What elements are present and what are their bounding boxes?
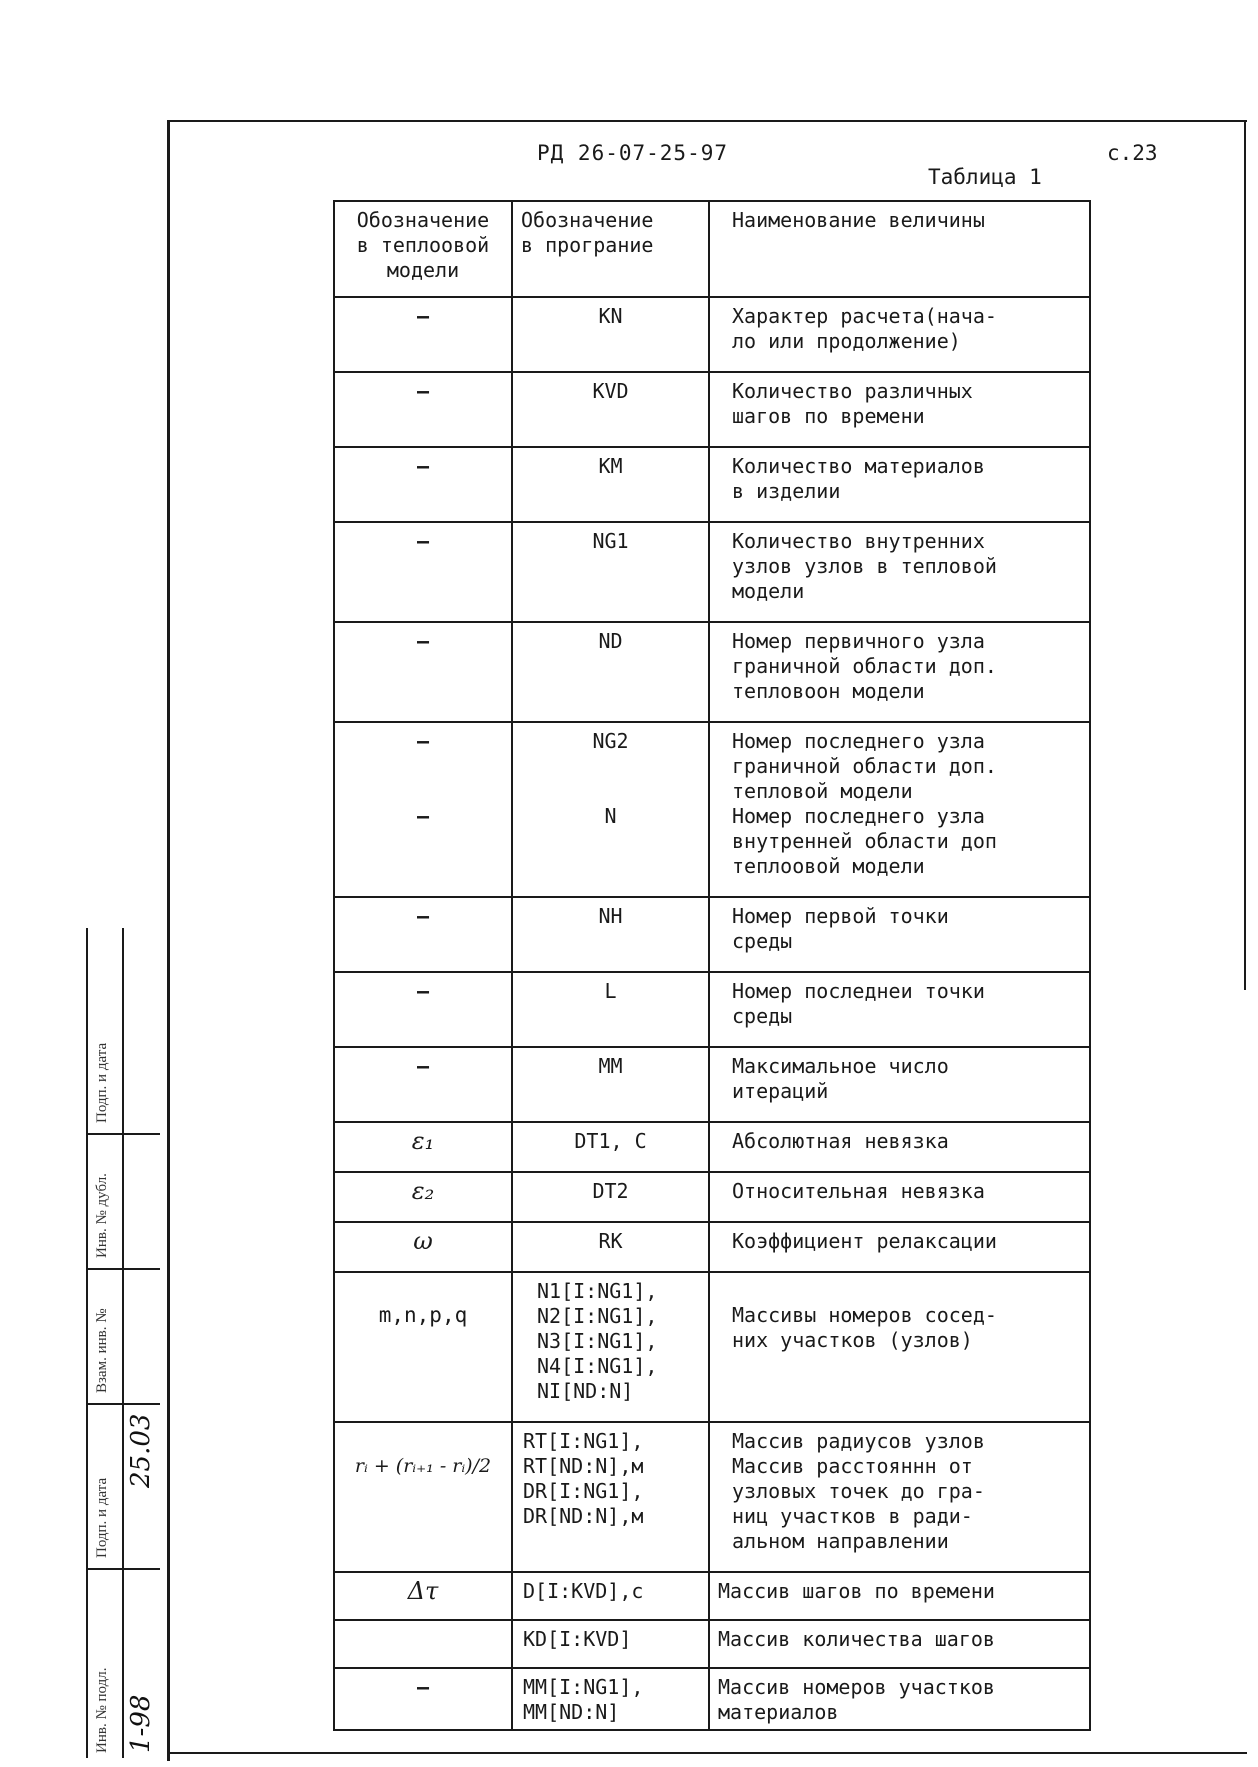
table-row bbox=[334, 522, 1090, 622]
side-stamp bbox=[86, 928, 160, 1758]
stamp-label-replace-inv: Взам. инв. № bbox=[94, 1308, 110, 1393]
row-symbol-2: – bbox=[416, 804, 430, 828]
row-code: MM[I:NG1], MM[ND:N] bbox=[512, 1668, 709, 1730]
row-symbol: rᵢ + (rᵢ₊₁ - rᵢ)/2 bbox=[354, 1455, 492, 1477]
stamp-label-sign-date-2: Подп. и дата bbox=[94, 1042, 110, 1123]
row-name: Массив шагов по времени bbox=[709, 1572, 1090, 1620]
row-name: Массив радиусов узлов Массив расстояннн от узловых точек до гра- ниц участков в ради- альном направлении bbox=[709, 1422, 1090, 1572]
row-code: ND bbox=[512, 622, 709, 722]
row-symbol: – bbox=[416, 1054, 430, 1078]
table-caption: Таблица 1 bbox=[928, 165, 1042, 189]
table-row bbox=[334, 1572, 1090, 1620]
row-name: Массив количества шагов bbox=[709, 1620, 1090, 1668]
parameters-table bbox=[333, 200, 1091, 1731]
stamp-line bbox=[86, 1133, 160, 1135]
row-name: Номер последнеи точки среды bbox=[709, 972, 1090, 1047]
row-symbol: – bbox=[416, 454, 430, 478]
stamp-line bbox=[122, 928, 124, 1758]
row-code: L bbox=[512, 972, 709, 1047]
table-row bbox=[334, 447, 1090, 522]
row-code: DT1, C bbox=[512, 1122, 709, 1172]
row-symbol: – bbox=[416, 629, 430, 653]
table-row bbox=[334, 1047, 1090, 1122]
row-symbol: – bbox=[416, 529, 430, 553]
row-name: Характер расчета(нача- ло или продолжение) bbox=[709, 297, 1090, 372]
row-code: KN bbox=[512, 297, 709, 372]
row-symbol: – bbox=[416, 729, 430, 753]
row-name: Коэффициент релаксации bbox=[709, 1222, 1090, 1272]
row-symbol: ε₁ bbox=[411, 1127, 435, 1155]
row-symbol: m,n,p,q bbox=[378, 1303, 468, 1327]
row-symbol: – bbox=[416, 379, 430, 403]
row-symbol: – bbox=[416, 979, 430, 1003]
row-name: Массив номеров участков материалов bbox=[709, 1668, 1090, 1730]
stamp-label-sign-date: Подп. и дата bbox=[94, 1477, 110, 1558]
table-row bbox=[334, 1620, 1090, 1668]
row-symbol: – bbox=[416, 304, 430, 328]
document-code: РД 26-07-25-97 bbox=[537, 141, 729, 165]
row-symbol: – bbox=[416, 1675, 430, 1699]
row-code: N1[I:NG1], N2[I:NG1], N3[I:NG1], N4[I:NG1], NI[ND:N] bbox=[512, 1272, 709, 1422]
row-code: RT[I:NG1], RT[ND:N],м DR[I:NG1], DR[ND:N],м bbox=[512, 1422, 709, 1572]
table-row bbox=[334, 897, 1090, 972]
row-code: KD[I:KVD] bbox=[512, 1620, 709, 1668]
row-code: NG1 bbox=[512, 522, 709, 622]
handwritten-date: 25.03 bbox=[126, 1413, 156, 1488]
frame-left-line bbox=[167, 121, 170, 1761]
table-row bbox=[334, 1222, 1090, 1272]
row-code: NH bbox=[512, 897, 709, 972]
row-code: NG2 bbox=[592, 729, 629, 753]
row-code: KM bbox=[512, 447, 709, 522]
frame-bottom-line bbox=[167, 1752, 1247, 1754]
stamp-line bbox=[86, 1568, 160, 1570]
table-row bbox=[334, 297, 1090, 372]
table-row bbox=[334, 722, 1090, 897]
table-row bbox=[334, 1272, 1090, 1422]
row-name: Количество внутренних узлов узлов в тепловой модели bbox=[709, 522, 1090, 622]
page-number: с.23 bbox=[1107, 141, 1158, 165]
table-header-row bbox=[334, 201, 1090, 297]
table-row bbox=[334, 1668, 1090, 1730]
row-symbol: ω bbox=[413, 1227, 433, 1255]
row-name: Номер первой точки среды bbox=[709, 897, 1090, 972]
table-row bbox=[334, 1122, 1090, 1172]
row-name: Абсолютная невязка bbox=[709, 1122, 1090, 1172]
stamp-label-inv-dup: Инв. № дубл. bbox=[94, 1173, 110, 1258]
header-program-designation: Обозначение в програние bbox=[512, 201, 709, 297]
row-symbol: – bbox=[416, 904, 430, 928]
row-name: Массивы номеров сосед- них участков (узлов) bbox=[709, 1272, 1090, 1422]
row-name: Номер первичного узла граничной области доп. тепловоон модели bbox=[709, 622, 1090, 722]
row-code: D[I:KVD],c bbox=[512, 1572, 709, 1620]
table-row bbox=[334, 1172, 1090, 1222]
table-row bbox=[334, 972, 1090, 1047]
row-name: Максимальное число итераций bbox=[709, 1047, 1090, 1122]
row-code: RK bbox=[512, 1222, 709, 1272]
frame-top-line bbox=[167, 120, 1247, 122]
row-name: Номер последнего узла граничной области доп. тепловой модели Номер последнего узла внутренней области доп теплоовой модели bbox=[709, 722, 1090, 897]
row-code: DT2 bbox=[512, 1172, 709, 1222]
row-symbol: ε₂ bbox=[411, 1177, 435, 1205]
row-name: Относительная невязка bbox=[709, 1172, 1090, 1222]
stamp-label-inv-orig: Инв. № подл. bbox=[94, 1667, 110, 1753]
row-name: Количество материалов в изделии bbox=[709, 447, 1090, 522]
row-code: MM bbox=[512, 1047, 709, 1122]
table-row bbox=[334, 1422, 1090, 1572]
row-code: KVD bbox=[512, 372, 709, 447]
stamp-line bbox=[86, 1268, 160, 1270]
row-name: Количество различных шагов по времени bbox=[709, 372, 1090, 447]
handwritten-inv-number: 1-98 bbox=[126, 1694, 156, 1753]
frame-right-line bbox=[1244, 120, 1246, 990]
header-model-designation: Обозначение в теплоовой модели bbox=[334, 201, 512, 297]
row-symbol: Δτ bbox=[407, 1577, 439, 1605]
row-code-2: N bbox=[604, 804, 617, 828]
table-row bbox=[334, 622, 1090, 722]
stamp-line bbox=[86, 1403, 160, 1405]
row-symbol bbox=[334, 1620, 512, 1668]
stamp-line bbox=[86, 928, 88, 1758]
table-row bbox=[334, 372, 1090, 447]
header-quantity-name: Наименование величины bbox=[709, 201, 1090, 297]
